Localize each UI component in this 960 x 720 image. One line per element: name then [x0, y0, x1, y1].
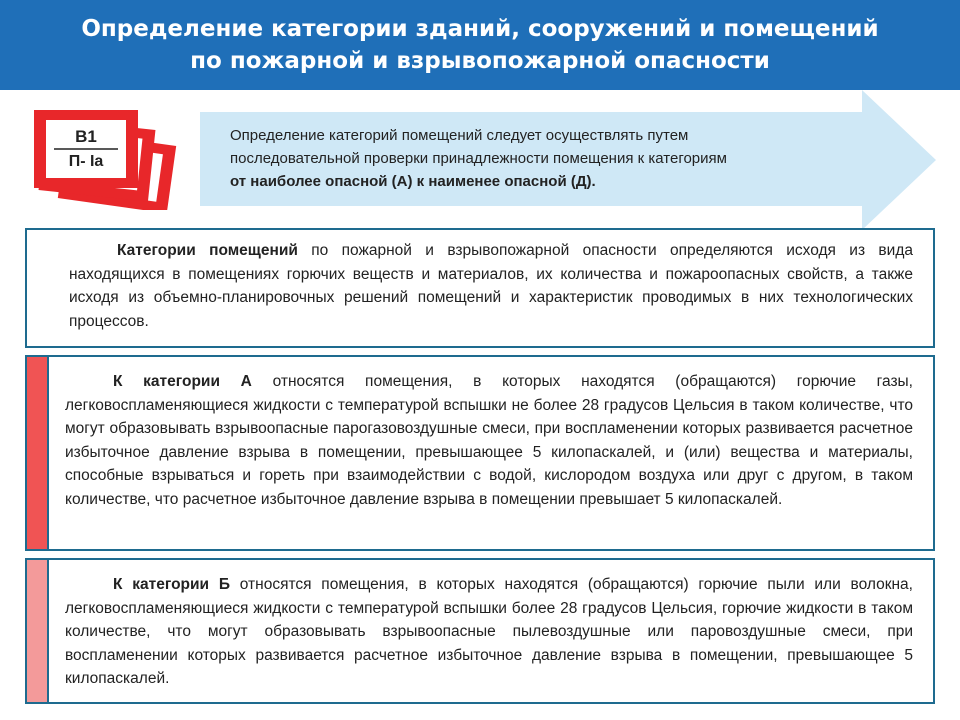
definition-text: по пожарной и взрывопожарной опасности определяются исходя из вида находящихся в помещениях горючих веществ и материалов, их количества и пожароопасных свойств, а также исходя из объемно-планировочных решений помещений и характеристик проводимых в них технологических процессов. [69, 242, 913, 330]
sign-top-text: В1 [75, 127, 97, 146]
fire-category-sign-icon [0, 100, 180, 210]
category-b-text: относятся помещения, в которых находятся (обращаются) горючие пыли или волокна, легковоспламеняющиеся жидкости с температурой вспышки более 28 градусов Цельсия, горючие жидкости в таком количестве, что могут образовывать взрывоопасные пылевоздушные или паровоздушные смеси, при воспламенении которых развивается расчетное избыточное давление взрыва в помещении, превышающее 5 килопаскалей. [65, 576, 913, 687]
category-b-stripe [27, 560, 49, 702]
category-a-box [25, 355, 935, 551]
category-a-text: относятся помещения, в которых находятся (обращаются) горючие газы, легковоспламеняющиеся жидкости с температурой вспышки не более 28 градусов Цельсия в таком количестве, что могут образовывать взрывоопасные парогазовоздушные смеси, при воспламенении которых развивается расчетное избыточное давление взрыва в помещении, превышающее 5 килопаскалей, и (или) вещества и материалы, способные взрываться и гореть при взаимодействии с водой, кислородом воздуха или друг с другом, в таком количестве, что расчетное избыточное давление взрыва в помещении превышает 5 килопаскалей. [65, 373, 913, 508]
intro-text [230, 124, 870, 193]
page-title-line2: по пожарной и взрывопожарной опасности [190, 48, 770, 74]
category-a-paragraph [65, 370, 913, 511]
category-a-lead: К категории А [113, 373, 252, 390]
definition-box [25, 228, 935, 348]
sign-bottom-text: П- Iа [68, 153, 104, 170]
category-a-stripe [27, 357, 49, 549]
intro-line2: последовательной проверки принадлежности помещения к категориям [230, 150, 727, 167]
definition-paragraph [69, 239, 913, 333]
category-b-paragraph [65, 573, 913, 691]
category-b-box [25, 558, 935, 704]
intro-line3: от наиболее опасной (А) к наименее опасной (Д). [230, 173, 596, 190]
category-b-lead: К категории Б [113, 576, 230, 593]
page-title-line1: Определение категории зданий, сооружений и помещений [81, 16, 879, 42]
title-banner [0, 0, 960, 90]
intro-line1: Определение категорий помещений следует осуществлять путем [230, 127, 689, 144]
definition-lead: Категории помещений [117, 242, 298, 259]
